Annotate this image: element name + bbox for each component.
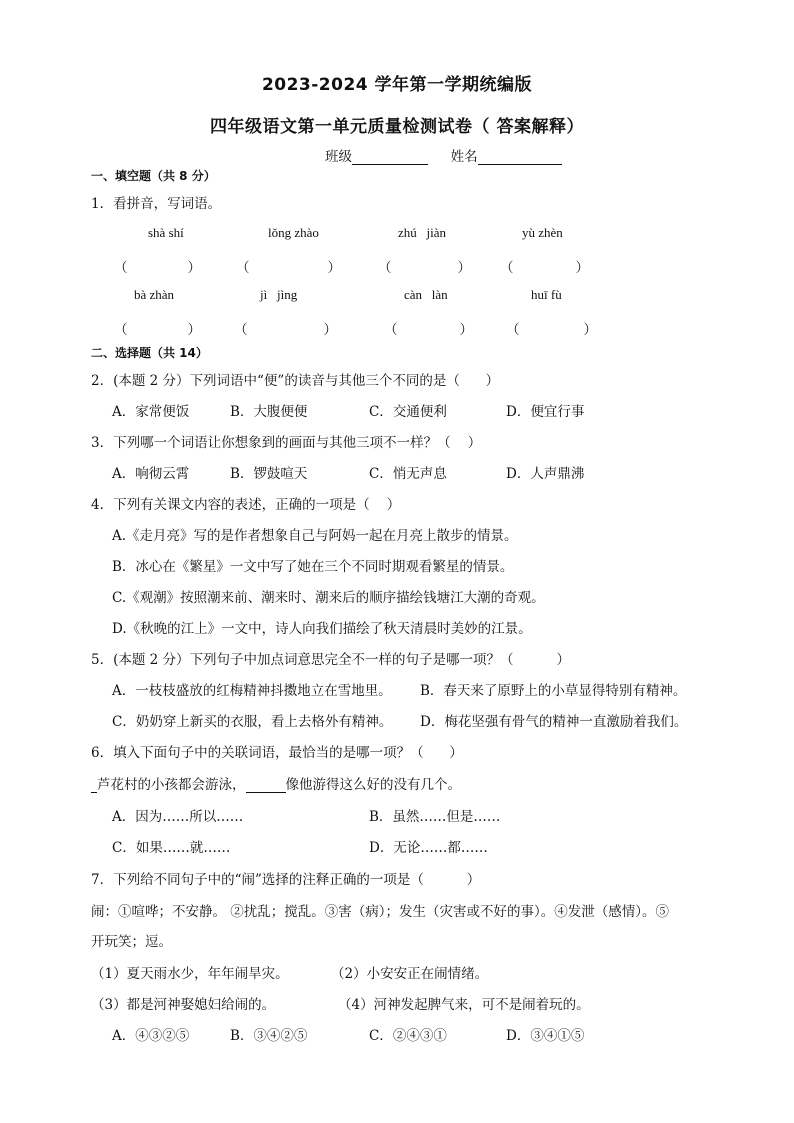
section-header-fill-in: 一、填空题（共 8 分）	[91, 169, 216, 183]
option-c[interactable]: C.《观潮》按照潮来前、潮来时、潮来后的顺序描绘钱塘江大潮的奇观。	[112, 590, 545, 606]
example-sentence: （2）小安安正在闹情绪。	[331, 966, 489, 982]
definition-line: 闹：①喧哗；不安静。 ②扰乱；搅乱。③害（病）；发生（灾害或不好的事）。④发泄（感情）。⑤	[91, 904, 670, 920]
class-field[interactable]	[352, 148, 428, 165]
question-6: 6．填入下面句子中的关联词语，最恰当的是哪一项？（ ）	[91, 745, 463, 761]
option-d[interactable]: D．便宜行事	[506, 404, 585, 420]
question-4: 4．下列有关课文内容的表述，正确的一项是（ ）	[91, 497, 401, 513]
option-a[interactable]: A．一枝枝盛放的红梅精神抖擞地立在雪地里。	[112, 683, 392, 699]
pinyin-item: zhú jiàn	[398, 225, 447, 240]
pinyin-item: càn làn	[404, 287, 448, 302]
pinyin-item: jì jìng	[260, 287, 298, 302]
option-b[interactable]: B．大腹便便	[230, 404, 308, 420]
exam-title-line1: 2023-2024 学年第一学期统编版	[261, 75, 533, 95]
question-3: 3．下列哪一个词语让你想象到的画面与其他三项不一样？（ ）	[91, 435, 482, 451]
example-sentence: （3）都是河神娶媳妇给闹的。	[91, 997, 276, 1013]
option-a[interactable]: A.《走月亮》写的是作者想象自己与阿妈一起在月亮上散步的情景。	[112, 528, 518, 544]
answer-box[interactable]: （ ）	[114, 322, 201, 338]
name-label: 姓名	[450, 149, 478, 165]
option-a[interactable]: A．④③②⑤	[112, 1028, 190, 1044]
answer-box[interactable]: （ ）	[114, 260, 201, 276]
question-5: 5．(本题 2 分）下列句子中加点词意思完全不一样的句子是哪一项？（ ）	[91, 652, 570, 668]
section-header-choice: 二、选择题（共 14）	[91, 346, 208, 360]
class-label: 班级	[325, 149, 352, 165]
class-name-row	[325, 145, 562, 165]
option-d[interactable]: D．无论……都……	[369, 840, 488, 856]
option-c[interactable]: C．奶奶穿上新买的衣服，看上去格外有精神。	[112, 714, 393, 730]
answer-box[interactable]: （ ）	[234, 322, 337, 338]
option-b[interactable]: B．冰心在《繁星》一文中写了她在三个不同时期观看繁星的情景。	[112, 559, 514, 575]
name-field[interactable]	[478, 148, 562, 165]
exam-title-line2: 四年级语文第一单元质量检测试卷（ 答案解释）	[210, 117, 584, 137]
example-sentence: （1）夏天雨水少，年年闹旱灾。	[91, 966, 289, 982]
option-a[interactable]: A．因为……所以……	[112, 809, 244, 825]
option-c[interactable]: C．如果……就……	[112, 840, 231, 856]
option-b[interactable]: B．锣鼓喧天	[230, 466, 308, 482]
option-d[interactable]: D．人声鼎沸	[506, 466, 585, 482]
blank-line[interactable]	[246, 792, 286, 793]
sentence-part: 像他游得这么好的没有几个。	[285, 777, 461, 793]
question-7: 7．下列给不同句子中的“闹”选择的注释正确的一项是（ ）	[91, 872, 481, 888]
sentence-part: 芦花村的小孩都会游泳，	[97, 777, 246, 793]
option-d[interactable]: D．③④①⑤	[506, 1028, 585, 1044]
option-c[interactable]: C．交通便利	[369, 404, 447, 420]
pinyin-item: lǒng zhào	[268, 225, 319, 240]
definition-line: 开玩笑；逗。	[91, 934, 172, 950]
pinyin-item: huī fù	[531, 287, 562, 302]
option-c[interactable]: C．悄无声息	[369, 466, 447, 482]
pinyin-item: shà shí	[148, 225, 184, 240]
answer-box[interactable]: （ ）	[506, 322, 597, 338]
option-b[interactable]: B．春天来了原野上的小草显得特别有精神。	[420, 683, 687, 699]
option-b[interactable]: B．虽然……但是……	[369, 809, 501, 825]
option-b[interactable]: B．③④②⑤	[230, 1028, 308, 1044]
question-1: 1．看拼音，写词语。	[91, 196, 222, 212]
option-c[interactable]: C．②④③①	[369, 1028, 447, 1044]
answer-box[interactable]: （ ）	[500, 260, 589, 276]
fill-sentence	[91, 773, 461, 793]
answer-box[interactable]: （ ）	[236, 260, 341, 276]
option-d[interactable]: D.《秋晚的江上》一文中，诗人向我们描绘了秋天清晨时美妙的江景。	[112, 621, 532, 637]
option-d[interactable]: D．梅花坚强有骨气的精神一直激励着我们。	[420, 714, 688, 730]
pinyin-item: bà zhàn	[134, 287, 175, 302]
question-2: 2．(本题 2 分）下列词语中“便”的读音与其他三个不同的是（ ）	[91, 373, 500, 389]
answer-box[interactable]: （ ）	[384, 322, 473, 338]
option-a[interactable]: A．家常便饭	[112, 404, 190, 420]
example-sentence: （4）河神发起脾气来，可不是闹着玩的。	[338, 997, 590, 1013]
option-a[interactable]: A．响彻云霄	[112, 466, 190, 482]
pinyin-item: yù zhèn	[522, 225, 563, 240]
answer-box[interactable]: （ ）	[378, 260, 471, 276]
